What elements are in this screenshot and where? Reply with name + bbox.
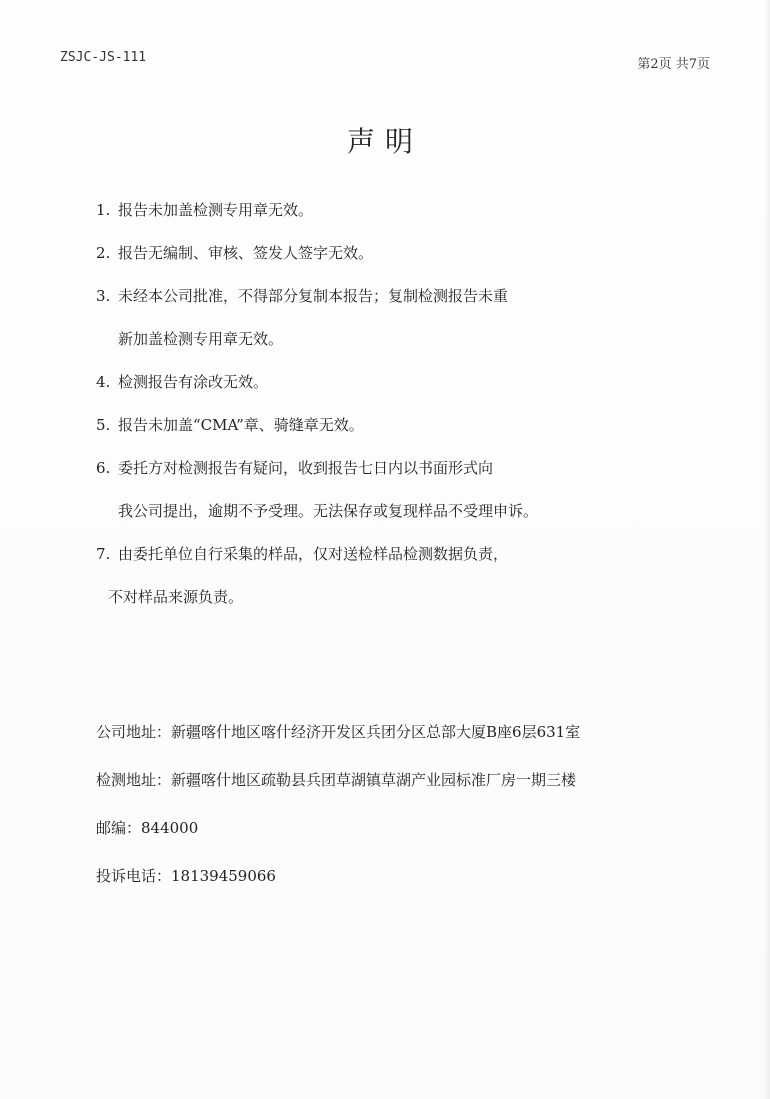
statement-item <box>96 200 716 221</box>
statement-item <box>96 372 716 393</box>
page-title: 声明 <box>346 125 423 158</box>
statement-number: 2. <box>96 244 111 262</box>
statement-item <box>96 415 716 436</box>
statement-number: 3. <box>96 287 111 305</box>
statement-line <box>96 458 716 479</box>
contact-block <box>96 722 716 914</box>
statement-list <box>96 200 716 608</box>
statement-number: 6. <box>96 459 111 477</box>
statement-line <box>96 200 716 221</box>
company-address: 公司地址：新疆喀什地区喀什经济开发区兵团分区总部大厦B座6层631室 <box>96 723 581 741</box>
statement-continuation: 不对样品来源负责。 <box>108 588 244 606</box>
statement-text: 报告未加盖检测专用章无效。 <box>118 201 314 219</box>
statement-number: 7. <box>96 545 111 563</box>
statement-text: 委托方对检测报告有疑问，收到报告七日内以书面形式向 <box>118 459 494 477</box>
page-number: 第2页 共7页 <box>637 57 710 72</box>
statement-item <box>96 544 716 608</box>
statement-item <box>96 458 716 522</box>
scan-edge-shadow <box>764 0 770 1099</box>
statement-text: 检测报告有涂改无效。 <box>118 373 269 391</box>
statement-number: 4. <box>96 373 111 391</box>
statement-line <box>96 286 716 307</box>
statement-item <box>96 286 716 350</box>
statement-text: 由委托单位自行采集的样品，仅对送检样品检测数据负责， <box>118 545 509 563</box>
statement-line <box>96 415 716 436</box>
postcode: 邮编：844000 <box>96 819 199 837</box>
statement-continuation: 新加盖检测专用章无效。 <box>118 330 284 348</box>
testing-address: 检测地址：新疆喀什地区疏勒县兵团草湖镇草湖产业园标准厂房一期三楼 <box>96 771 577 789</box>
complaint-phone: 投诉电话：18139459066 <box>96 867 276 885</box>
statement-text: 报告未加盖“CMA”章、骑缝章无效。 <box>118 416 364 434</box>
statement-continuation: 我公司提出，逾期不予受理。无法保存或复现样品不受理申诉。 <box>118 502 539 520</box>
statement-text: 未经本公司批准，不得部分复制本报告；复制检测报告未重 <box>118 287 509 305</box>
statement-line <box>96 544 716 565</box>
statement-line <box>96 243 716 264</box>
statement-text: 报告无编制、审核、签发人签字无效。 <box>118 244 374 262</box>
document-code: ZSJC-JS-111 <box>60 50 147 65</box>
statement-number: 1. <box>96 201 111 219</box>
statement-number: 5. <box>96 416 111 434</box>
statement-line <box>96 372 716 393</box>
statement-item <box>96 243 716 264</box>
